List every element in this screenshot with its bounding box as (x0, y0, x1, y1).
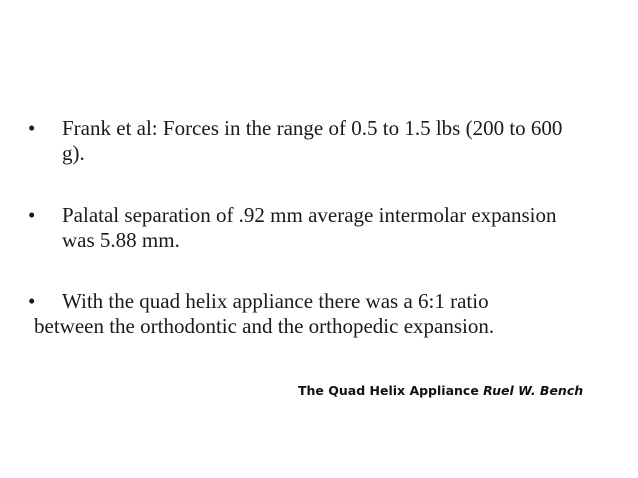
citation (298, 383, 583, 398)
bullet-item (28, 289, 588, 314)
bullet-marker: • (28, 116, 36, 140)
bullet-item (28, 116, 588, 166)
citation-title: The Quad Helix Appliance (298, 383, 479, 398)
bullet-text: With the quad helix appliance there was a 6:1 ratio (62, 289, 489, 313)
bullet-item (28, 203, 588, 253)
bullet-text: Palatal separation of .92 mm average intermolar expansion was 5.88 mm. (62, 203, 557, 252)
bullet-text: Frank et al: Forces in the range of 0.5 to 1.5 lbs (200 to 600 g). (62, 116, 563, 165)
bullet-marker: • (28, 203, 36, 227)
citation-author: Ruel W. Bench (483, 383, 584, 398)
bullet-continuation-text: between the orthodontic and the orthopedic expansion. (34, 314, 495, 338)
bullet-marker: • (28, 289, 36, 313)
